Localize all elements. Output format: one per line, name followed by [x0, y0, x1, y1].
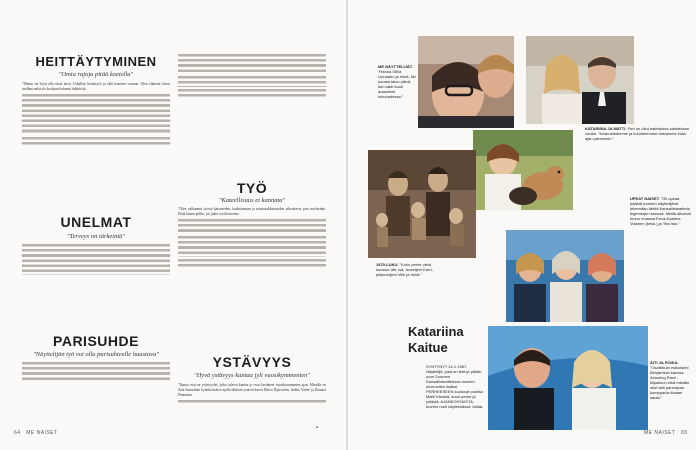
filler-text — [22, 94, 170, 135]
caption-me-nayttelijat-text: "Hanna Ollila Linnaaho ja minä, itki koosta talon päivä, kun lakki kuuli aulaoimet tuimuudessa." — [378, 69, 416, 99]
right-page-number: 65 — [681, 430, 688, 436]
tyo-intro-paragraph: "Olen valkannut työssä katsoneden, kadottamaan ja mustasukkaisuuden aiheuttavat pois mielestäni. Pitää kuuna pellin, jos juket rooliin menee. — [178, 207, 326, 217]
filler-text — [178, 400, 326, 405]
filler-text — [178, 54, 326, 74]
section-title-unelmat: UNELMAT — [60, 214, 132, 230]
text-column-parisuhde — [22, 362, 170, 424]
photo-aiti-ja-poika — [488, 326, 648, 430]
filler-text — [178, 76, 326, 86]
photo-lapsuus-perhe — [368, 150, 476, 258]
caption-lapsuus-text: "Koko perhe vielä koossa: äiti, isä, isoveljeni Karri, pikkuveljeni Ville ja minä." — [376, 262, 433, 277]
left-page-title: ME NAISET — [26, 430, 58, 436]
caption-katariina-ja-matti-text: Pari on ollut naimisissa kahdeksan vuotta. "Keskustelemme ja kuuntelemme toisiamme koko ajan paremmin." — [585, 126, 689, 141]
caption-me-nayttelijat — [378, 64, 416, 99]
caption-katariina-ja-matti-block — [585, 126, 690, 141]
filler-text — [22, 137, 170, 147]
section-subtitle-parisuhde: "Näyttelijän työ voi olla parisuhteelle haastava" — [33, 351, 159, 358]
profile-name-first: Katariina — [408, 324, 464, 339]
text-column-middle-top — [178, 54, 326, 180]
section-subtitle-ystavyys: "Hyvä ystävyys kantaa jyli vuosikymmenien" — [193, 372, 311, 379]
right-page — [348, 0, 696, 450]
section-subtitle-tyo: "Kateellisuus ei kannata" — [218, 197, 286, 204]
left-page-end-mark: ▪ — [316, 425, 319, 431]
caption-upeat-naiset-text: "Oli upeaa päästä tuoreen näyttelijänä tekemään tähtiä Kansallisteatterin legendojen kanssa. Meillä alkoivat muun muassa Eeva-Kaarina Volanen (kesk.) ja Tea Ista." — [630, 196, 691, 226]
caption-katariina-ja-matti-lead: KATARIINA JA MATTI. — [585, 126, 627, 131]
filler-text — [178, 259, 326, 269]
photo-me-nayttelijat — [418, 36, 514, 128]
profile-text: SYNTYNYT 21.1.1967. Näyttelijä, joka on tehnyt pitkän uran Suomen Kansallisteatterissa monien sivuroolien lisäksi. PERHEESEEN kuuluvat puoliso Matti Vänskä, suuri perhe ja ystäviä. AJANKOHTAISTA: tuorein rooli näytelmässä Juhlat. — [426, 364, 484, 409]
left-page-number: 64 — [14, 430, 21, 436]
right-folio — [644, 430, 688, 436]
filler-text — [178, 219, 326, 234]
text-column-tyo — [178, 207, 326, 345]
intro-paragraph: "Minun on hyvä olla tässä iässä. Uskallan heittäytyä ja elää haasteet vastaan. Olen elämäni kiitos urallani enkä ole koskaan kokenut ikäkriisiä. — [22, 82, 170, 92]
caption-upeat-naiset — [630, 196, 692, 226]
section-title-tyo: TYÖ — [236, 180, 268, 196]
photo-katariina-ja-matti — [526, 36, 634, 124]
profile-name — [408, 324, 480, 356]
filler-text — [22, 362, 170, 382]
caption-upeat-naiset-lead: UPEAT NAISET. — [630, 196, 660, 201]
right-page-title: ME NAISET — [644, 430, 676, 436]
caption-lapsuus — [376, 262, 436, 277]
photo-kesalla-kerran — [473, 130, 573, 210]
text-column-unelmat — [22, 244, 170, 324]
caption-aiti-ja-poika — [650, 360, 694, 400]
filler-text — [178, 236, 326, 256]
caption-lapsuus-lead: 1970-LUKU. — [376, 262, 399, 267]
text-column-heittaytyminen — [22, 82, 170, 204]
left-folio — [14, 430, 58, 436]
ystavyys-intro-paragraph: "Ihania ovat ne ystävyydet, jotka tulevat kantaa jo ovat kestäneet vuosikymmenten ajan. Minulla on Aira Samulinin kyntökokohen ajalla läheisiä ystäviä kuten Marco Bjurström, Jarkko Valtee ja Donatta Pennanen. — [178, 383, 326, 398]
text-column-ystavyys — [178, 383, 326, 425]
section-title-parisuhde: PARISUHDE — [53, 333, 139, 349]
section-title-ystavyys: YSTÄVYYS — [212, 354, 292, 370]
section-title-heittaytyminen: HEITTÄYTYMINEN — [35, 54, 157, 69]
section-subtitle-unelmat: "Terveys on tärkeintä" — [66, 233, 126, 240]
photo-upeat-naiset — [506, 230, 624, 322]
filler-text — [22, 244, 170, 275]
section-subtitle-heittaytyminen: "Omia rajoja pitää koetella" — [58, 71, 134, 78]
caption-aiti-ja-poika-lead: ÄITI JA POIKA. — [650, 360, 679, 365]
profile-name-last: Kaitue — [408, 340, 448, 355]
filler-text — [178, 89, 326, 99]
caption-aiti-ja-poika-text: "Osallistuin esikoiseni Benjaminin kanssa Amazing Race -kilpailuun eikä mikään ollut sitä parempaa kumppania kisaan sauta." — [650, 365, 690, 400]
caption-me-nayttelijat-lead: ME NÄYTTELIJÄT. — [378, 64, 413, 69]
